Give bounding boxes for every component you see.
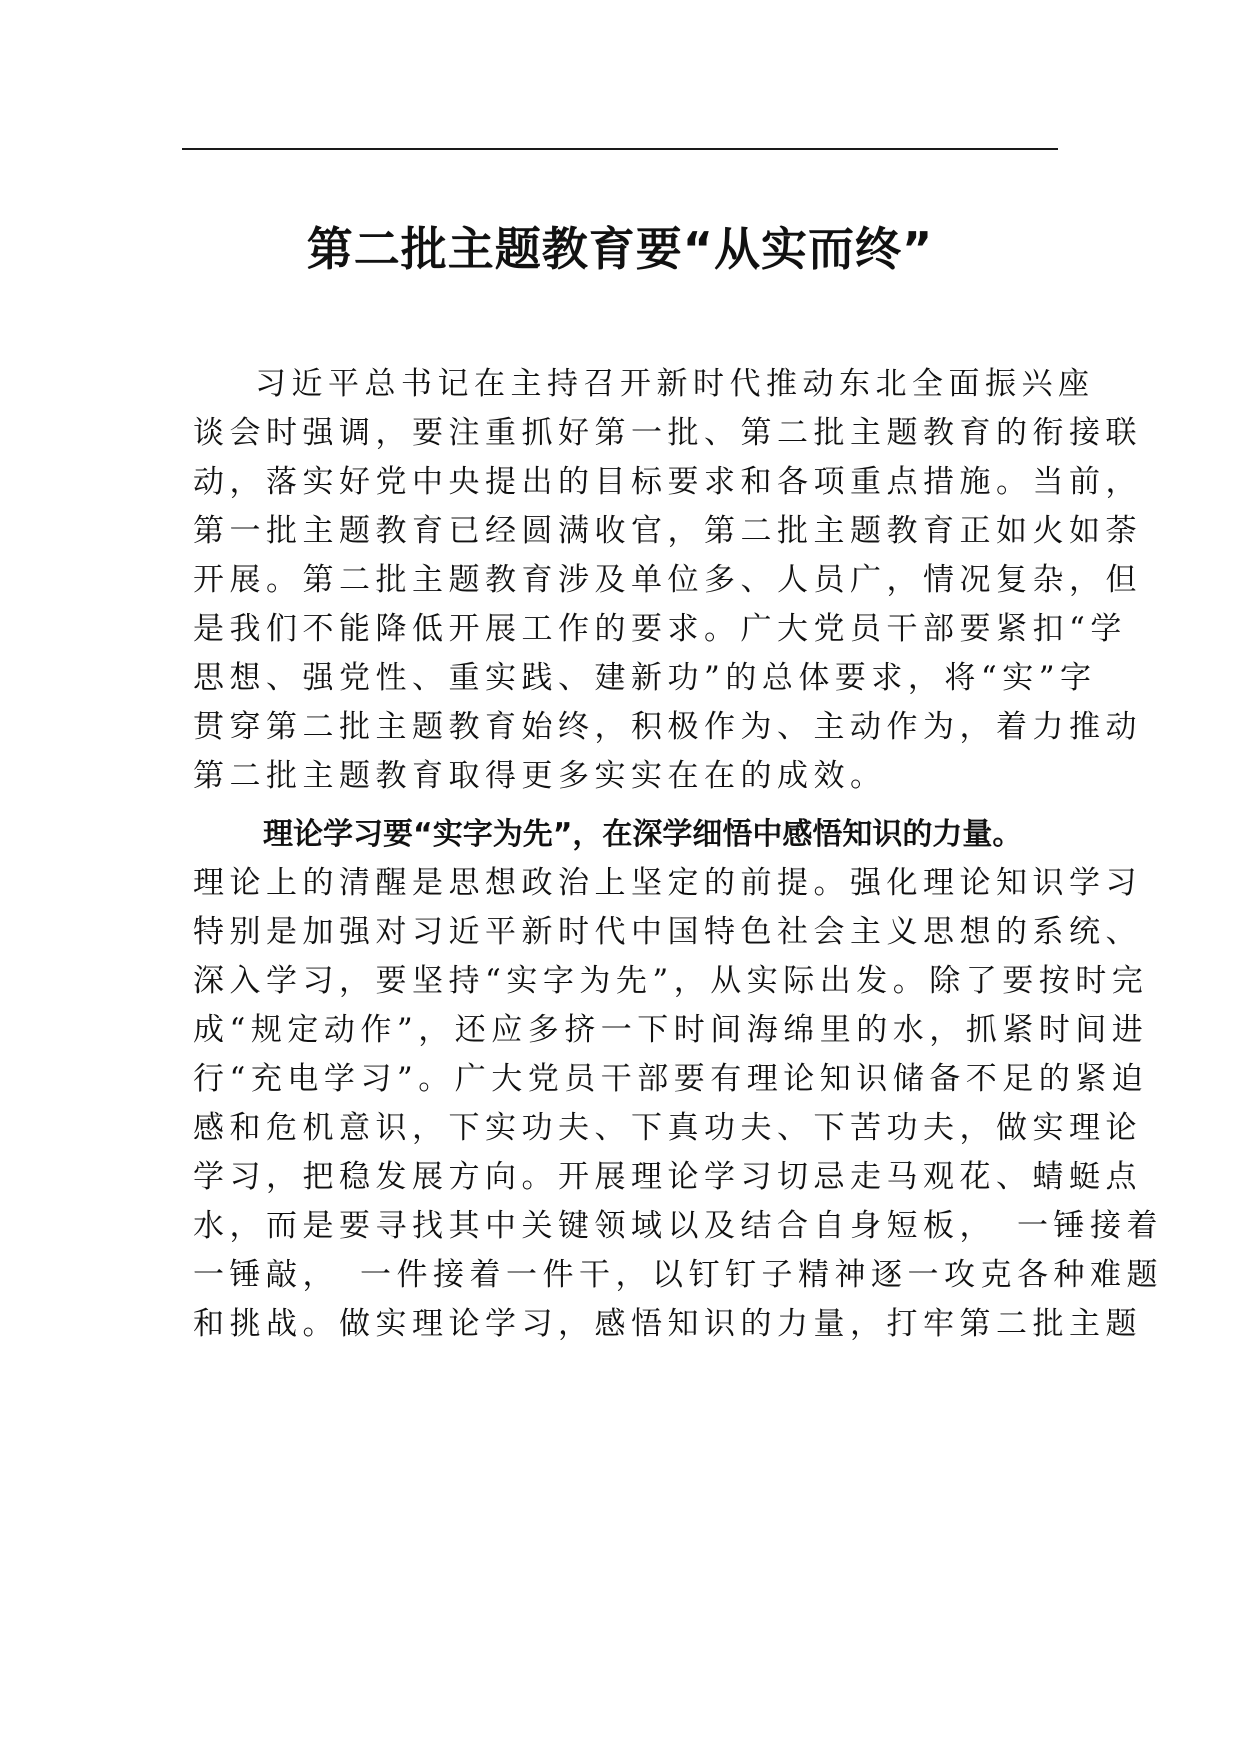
- paragraph-line: 特别是加强对习近平新时代中国特色社会主义思想的系统、: [193, 914, 1142, 950]
- paragraph-line: 理论上的清醒是思想政治上坚定的前提。强化理论知识学习: [193, 865, 1142, 901]
- paragraph-line: 谈会时强调，要注重抓好第一批、第二批主题教育的衔接联: [193, 415, 1142, 451]
- paragraph-line: 思想、强党性、重实践、建新功”的总体要求，将“实”字: [193, 660, 1097, 696]
- paragraph-line: 深入学习，要坚持“实字为先”，从实际出发。除了要按时完: [193, 963, 1149, 999]
- paragraph-line: 习近平总书记在主持召开新时代推动东北全面振兴座: [255, 366, 1095, 402]
- paragraph-line: 第二批主题教育取得更多实实在在的成效。: [193, 758, 887, 794]
- document-title: 第二批主题教育要“从实而终”: [306, 221, 934, 276]
- paragraph-line: 学习，把稳发展方向。开展理论学习切忌走马观花、蜻蜓点: [193, 1159, 1142, 1195]
- paragraph-2: [193, 810, 1163, 1349]
- paragraph-line: 行“充电学习”。广大党员干部要有理论知识储备不足的紧迫: [193, 1061, 1149, 1097]
- paragraph-line: 是我们不能降低开展工作的要求。广大党员干部要紧扣“学: [193, 611, 1127, 647]
- paragraph-line: 开展。第二批主题教育涉及单位多、人员广，情况复杂，但: [193, 562, 1142, 598]
- paragraph-line: 成“规定动作”，还应多挤一下时间海绵里的水，抓紧时间进: [193, 1012, 1149, 1048]
- paragraph-line: 第一批主题教育已经圆满收官，第二批主题教育正如火如荼: [193, 513, 1142, 549]
- paragraph-line: 一锤敲， 一件接着一件干，以钉钉子精神逐一攻克各种难题: [193, 1257, 1163, 1293]
- paragraph-line: 贯穿第二批主题教育始终，积极作为、主动作为，着力推动: [193, 709, 1142, 745]
- paragraph-line: 感和危机意识，下实功夫、下真功夫、下苦功夫，做实理论: [193, 1110, 1142, 1146]
- paragraph-1: [193, 360, 1142, 801]
- paragraph-line: 水，而是要寻找其中关键领域以及结合自身短板， 一锤接着: [193, 1208, 1163, 1244]
- paragraph-line: 和挑战。做实理论学习，感悟知识的力量，打牢第二批主题: [193, 1306, 1142, 1342]
- paragraph-line: 动，落实好党中央提出的目标要求和各项重点措施。当前，: [193, 464, 1142, 500]
- header-rule: [182, 148, 1058, 150]
- paragraph-heading: 理论学习要“实字为先”，在深学细悟中感悟知识的力量。: [263, 817, 1023, 852]
